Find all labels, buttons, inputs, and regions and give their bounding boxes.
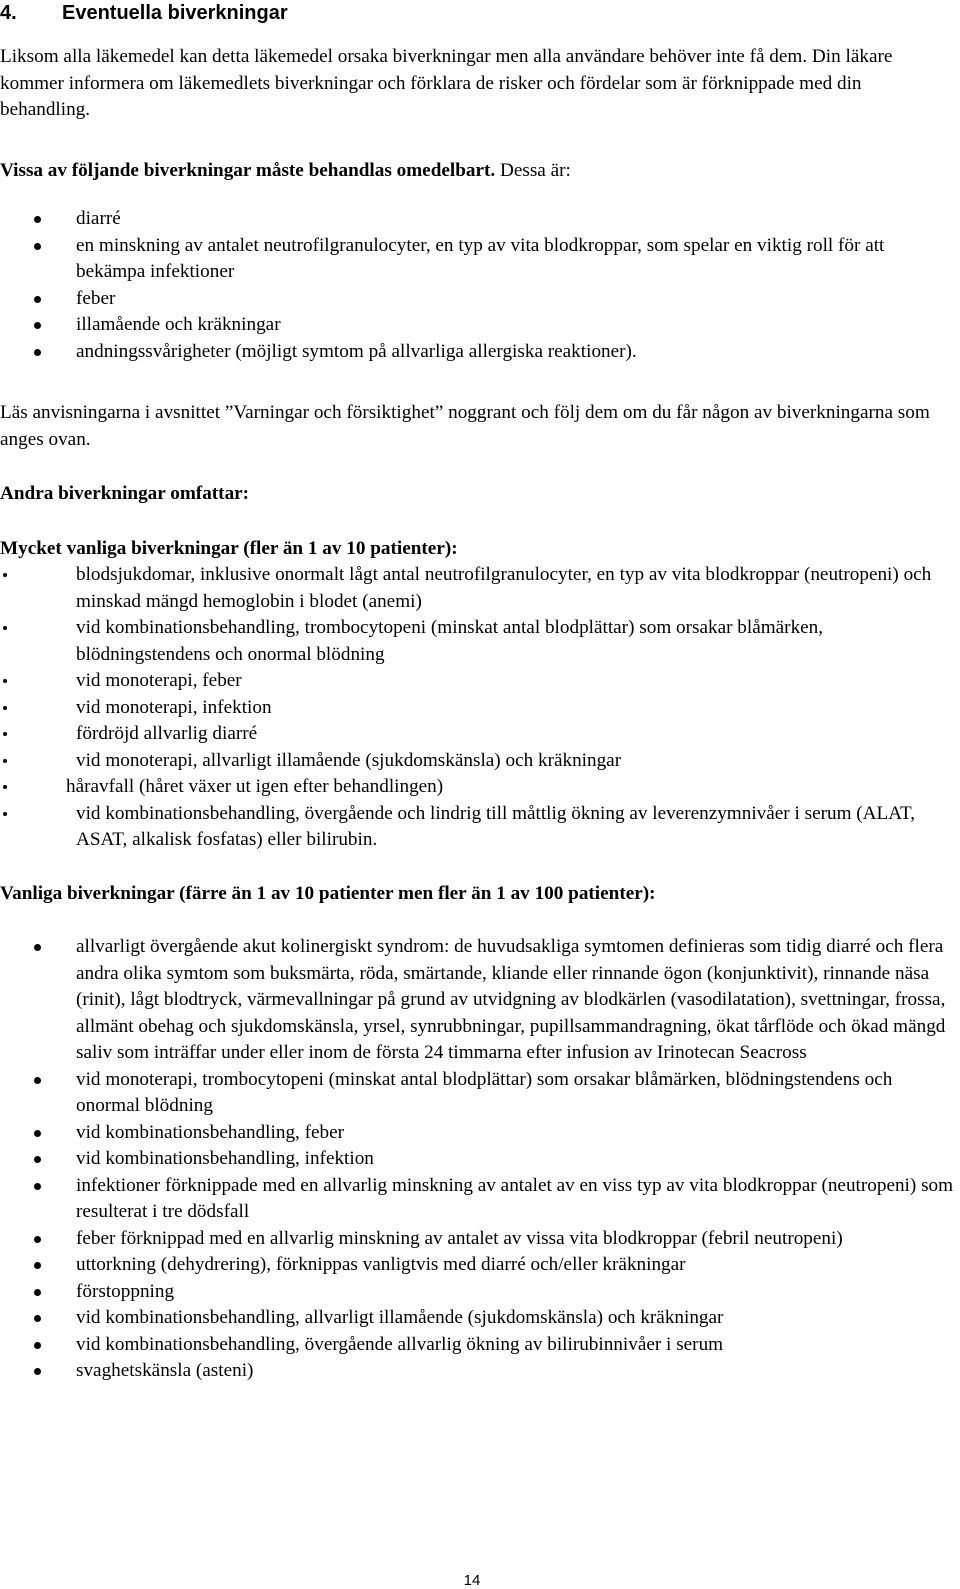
section-heading [0, 0, 288, 26]
very-common-list [0, 562, 955, 854]
urgent-paragraph [0, 158, 955, 185]
urgent-rest: Dessa är: [495, 160, 571, 181]
list-item: allvarligt övergående akut kolinergiskt syndrom: de huvudsakliga symtomen definieras som tidig diarré och flera andra olika symtom som buksmärta, röda, smärtande, kliande eller rinnande ögon (konjunktivit), rinnande näsa (rinit), lågt blodtryck, värmevallningar på grund av utvidgning av blodkärlen (vasodilatation), svettningar, frossa, allmänt obehag och sjukdomskänsla, yrsel, synrubbningar, pupillsammandragning, ökat tårflöde och ökad mängd saliv som inträffar under eller inom de första 24 timmarna efter infusion av Irinotecan Seacross [0, 934, 955, 1067]
list-item: förstoppning [0, 1279, 955, 1306]
list-item: vid kombinationsbehandling, övergående allvarlig ökning av bilirubinnivåer i serum [0, 1332, 955, 1359]
list-item: svaghetskänsla (asteni) [0, 1358, 955, 1385]
urgent-heading: Vissa av följande biverkningar måste behandlas omedelbart. [0, 160, 496, 181]
intro-paragraph: Liksom alla läkemedel kan detta läkemedel orsaka biverkningar men alla användare behöver inte få dem. Din läkare kommer informera om läkemedlets biverkningar och förklara de risker och fördelar som är förknippade med din behandling. [0, 46, 893, 120]
list-item: en minskning av antalet neutrofilgranulocyter, en typ av vita blodkroppar, som spelar en viktig roll för att bekämpa infektioner [0, 233, 955, 286]
list-item: vid kombinationsbehandling, infektion [0, 1146, 955, 1173]
list-item: diarré [0, 206, 955, 233]
section-title: Eventuella biverkningar [62, 2, 288, 24]
list-item: vid kombinationsbehandling, feber [0, 1120, 955, 1147]
list-item: illamående och kräkningar [0, 312, 955, 339]
instructions-paragraph: Läs anvisningarna i avsnittet ”Varningar och försiktighet” noggrant och följ dem om du får någon av biverkningarna som anges ovan. [0, 402, 930, 450]
list-item: feber [0, 286, 955, 313]
list-item: infektioner förknippade med en allvarlig minskning av antalet av en viss typ av vita blodkroppar (neutropeni) som resulterat i tre dödsfall [0, 1173, 955, 1226]
list-item: håravfall (håret växer ut igen efter behandlingen) [0, 774, 955, 801]
list-item: andningssvårigheter (möjligt symtom på allvarliga allergiska reaktioner). [0, 339, 955, 366]
list-item: vid kombinationsbehandling, trombocytopeni (minskat antal blodplättar) som orsakar blåmärken, blödningstendens och onormal blödning [0, 615, 955, 668]
page-number: 14 [463, 1572, 481, 1589]
list-item: vid monoterapi, trombocytopeni (minskat antal blodplättar) som orsakar blåmärken, blödningstendens och onormal blödning [0, 1067, 955, 1120]
urgent-list [0, 206, 955, 365]
other-effects-heading: Andra biverkningar omfattar: [0, 483, 250, 504]
list-item: vid kombinationsbehandling, allvarligt illamående (sjukdomskänsla) och kräkningar [0, 1305, 955, 1332]
list-item: feber förknippad med en allvarlig minskning av antalet av vissa vita blodkroppar (febril neutropeni) [0, 1226, 955, 1253]
section-number: 4. [0, 2, 17, 24]
common-list [0, 934, 955, 1385]
list-item: vid monoterapi, infektion [0, 695, 955, 722]
list-item: uttorkning (dehydrering), förknippas vanligtvis med diarré och/eller kräkningar [0, 1252, 955, 1279]
list-item: vid monoterapi, feber [0, 668, 955, 695]
list-item: vid kombinationsbehandling, övergående och lindrig till måttlig ökning av leverenzymnivåer i serum (ALAT, ASAT, alkalisk fosfatas) eller bilirubin. [0, 801, 955, 854]
list-item: vid monoterapi, allvarligt illamående (sjukdomskänsla) och kräkningar [0, 748, 955, 775]
very-common-heading: Mycket vanliga biverkningar (fler än 1 av 10 patienter): [0, 538, 458, 559]
list-item: blodsjukdomar, inklusive onormalt lågt antal neutrofilgranulocyter, en typ av vita blodkroppar (neutropeni) och minskad mängd hemoglobin i blodet (anemi) [0, 562, 955, 615]
common-heading: Vanliga biverkningar (färre än 1 av 10 patienter men fler än 1 av 100 patienter): [0, 883, 656, 904]
list-item: fördröjd allvarlig diarré [0, 721, 955, 748]
